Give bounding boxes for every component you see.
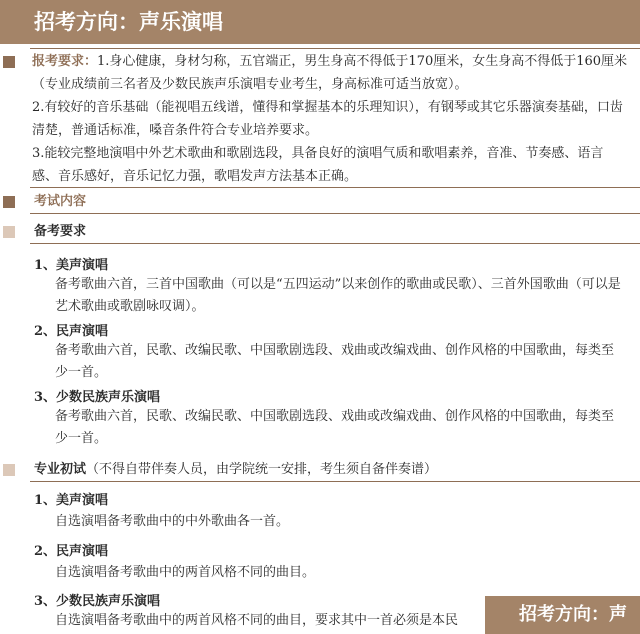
prep-item-2-text: 备考歌曲六首，民歌、改编民歌、中国歌剧选段、戏曲或改编戏曲、创作风格的中国歌曲，每类至少一首。: [55, 343, 615, 380]
page-title: 招考方向：声乐演唱: [0, 0, 640, 44]
exam-content-header: 考试内容: [30, 190, 640, 214]
prelim-item-3-text: 自选演唱备考歌曲中的两首风格不同的曲目，要求其中一首必须是本民: [55, 613, 459, 628]
prelim-header: 专业初试（不得自带伴奏人员，由学院统一安排，考生须自备伴奏谱）: [30, 458, 640, 482]
prelim-item-3-heading: 3、少数民族声乐演唱: [34, 594, 161, 609]
section-marker: [3, 56, 15, 68]
prep-item-3-text: 备考歌曲六首，民歌、改编民歌、中国歌剧选段、戏曲或改编戏曲、创作风格的中国歌曲，每类至少一首。: [55, 409, 615, 446]
prep-item-1-text: 备考歌曲六首，三首中国歌曲（可以是“五四运动”以来创作的歌曲或民歌）、三首外国歌曲（可以是艺术歌曲或歌剧咏叹调）。: [55, 277, 621, 314]
requirements-label: 报考要求：: [32, 54, 98, 69]
prelim-item-2-heading: 2、民声演唱: [34, 544, 109, 559]
prep-item-2-heading: 2、民声演唱: [34, 324, 109, 339]
prelim-item-1-heading: 1、美声演唱: [34, 493, 109, 508]
requirement-item-1: 报考要求：1.身心健康，身材匀称，五官端正，男生身高不得低于170厘米，女生身高不得低于160厘米（专业成绩前三名者及少数民族声乐演唱专业考生，身高标准可适当放宽）。: [32, 54, 628, 92]
prep-header: 备考要求: [30, 220, 640, 244]
prelim-note: （不得自带伴奏人员，由学院统一安排，考生须自备伴奏谱）: [86, 462, 438, 477]
floating-title-badge: 招考方向：声: [485, 596, 640, 634]
prelim-item-2-text: 自选演唱备考歌曲中的两首风格不同的曲目。: [55, 565, 316, 580]
prep-item-3-heading: 3、少数民族声乐演唱: [34, 390, 161, 405]
section-marker: [3, 226, 15, 238]
requirement-item-3: 3.能较完整地演唱中外艺术歌曲和歌剧选段，具备良好的演唱气质和歌唱素养，音准、节奏感、语言感、音乐感好，音乐记忆力强，歌唱发声方法基本正确。: [32, 146, 604, 184]
prep-item-1-heading: 1、美声演唱: [34, 258, 109, 273]
requirements-box: [30, 48, 640, 188]
section-marker: [3, 196, 15, 208]
section-marker: [3, 464, 15, 476]
requirement-item-2: 2.有较好的音乐基础（能视唱五线谱，懂得和掌握基本的乐理知识），有钢琴或其它乐器演奏基础，口齿清楚，普通话标准，嗓音条件符合专业培养要求。: [32, 100, 623, 138]
prelim-item-1-text: 自选演唱备考歌曲中的中外歌曲各一首。: [55, 514, 290, 529]
